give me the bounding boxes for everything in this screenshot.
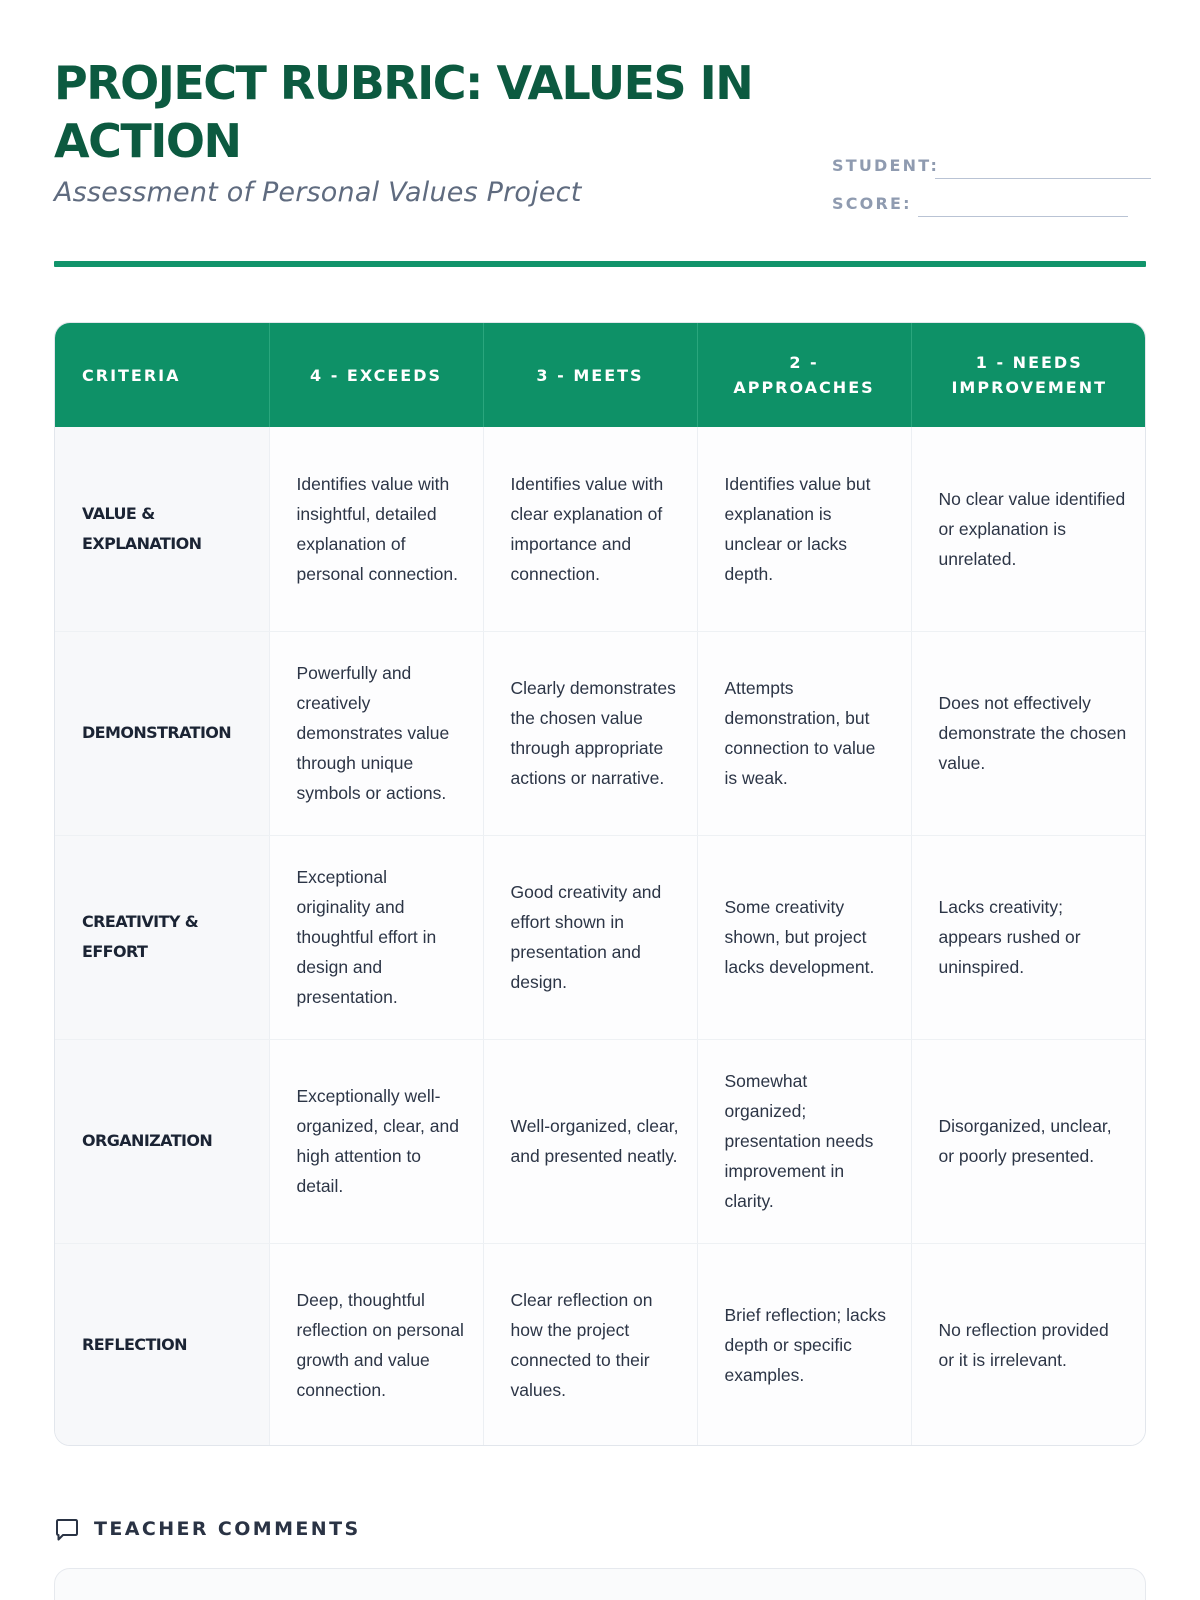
rubric-cell: Powerfully and creatively demonstrates value through unique symbols or actions. — [269, 631, 483, 835]
comment-icon — [54, 1517, 80, 1543]
score-row — [832, 194, 1152, 232]
score-field[interactable] — [918, 216, 1128, 217]
page-subtitle: Assessment of Personal Values Project — [54, 177, 582, 208]
table-row — [55, 1039, 1146, 1243]
table-header-row — [55, 323, 1146, 427]
score-label: SCORE: — [832, 194, 912, 213]
rubric-cell: Good creativity and effort shown in presentation and design. — [483, 835, 697, 1039]
criteria-cell: CREATIVITY & EFFORT — [55, 835, 269, 1039]
rubric-cell: Lacks creativity; appears rushed or uninspired. — [911, 835, 1146, 1039]
rubric-cell: Clear reflection on how the project connected to their values. — [483, 1243, 697, 1446]
teacher-comments-box[interactable] — [54, 1568, 1146, 1600]
criteria-cell: VALUE & EXPLANATION — [55, 427, 269, 631]
student-label: STUDENT: — [832, 156, 940, 175]
student-name-field[interactable] — [935, 178, 1151, 179]
page-header — [54, 54, 1146, 269]
page-title: PROJECT RUBRIC: VALUES IN ACTION — [54, 56, 753, 168]
student-meta — [832, 156, 1152, 232]
student-row — [832, 156, 1152, 194]
rubric-cell: Well-organized, clear, and presented neatly. — [483, 1039, 697, 1243]
rubric-cell: Identifies value with clear explanation of importance and connection. — [483, 427, 697, 631]
table-row — [55, 835, 1146, 1039]
rubric-cell: Disorganized, unclear, or poorly presented. — [911, 1039, 1146, 1243]
rubric-cell: Clearly demonstrates the chosen value through appropriate actions or narrative. — [483, 631, 697, 835]
criteria-cell: ORGANIZATION — [55, 1039, 269, 1243]
column-header-meets: 3 - MEETS — [483, 323, 697, 427]
rubric-cell: Deep, thoughtful reflection on personal growth and value connection. — [269, 1243, 483, 1446]
rubric-cell: Attempts demonstration, but connection to value is weak. — [697, 631, 911, 835]
teacher-comments-label: TEACHER COMMENTS — [94, 1518, 361, 1540]
column-header-criteria: CRITERIA — [55, 323, 269, 427]
criteria-cell: DEMONSTRATION — [55, 631, 269, 835]
header-divider — [54, 261, 1146, 267]
table-row — [55, 427, 1146, 631]
rubric-cell: No clear value identified or explanation is unrelated. — [911, 427, 1146, 631]
rubric-cell: Somewhat organized; presentation needs improvement in clarity. — [697, 1039, 911, 1243]
table-row — [55, 631, 1146, 835]
column-header-approaches: 2 - APPROACHES — [697, 323, 911, 427]
rubric-cell: Brief reflection; lacks depth or specific examples. — [697, 1243, 911, 1446]
rubric-table — [54, 322, 1146, 1446]
rubric-cell: Exceptional originality and thoughtful effort in design and presentation. — [269, 835, 483, 1039]
rubric-cell: Identifies value but explanation is unclear or lacks depth. — [697, 427, 911, 631]
rubric-cell: Does not effectively demonstrate the chosen value. — [911, 631, 1146, 835]
column-header-needs-improvement: 1 - NEEDS IMPROVEMENT — [911, 323, 1146, 427]
table-row — [55, 1243, 1146, 1446]
rubric-cell: No reflection provided or it is irrelevant. — [911, 1243, 1146, 1446]
rubric-cell: Identifies value with insightful, detailed explanation of personal connection. — [269, 427, 483, 631]
rubric-cell: Exceptionally well-organized, clear, and high attention to detail. — [269, 1039, 483, 1243]
column-header-exceeds: 4 - EXCEEDS — [269, 323, 483, 427]
rubric-cell: Some creativity shown, but project lacks development. — [697, 835, 911, 1039]
teacher-comments-header — [54, 1514, 654, 1544]
criteria-cell: REFLECTION — [55, 1243, 269, 1446]
